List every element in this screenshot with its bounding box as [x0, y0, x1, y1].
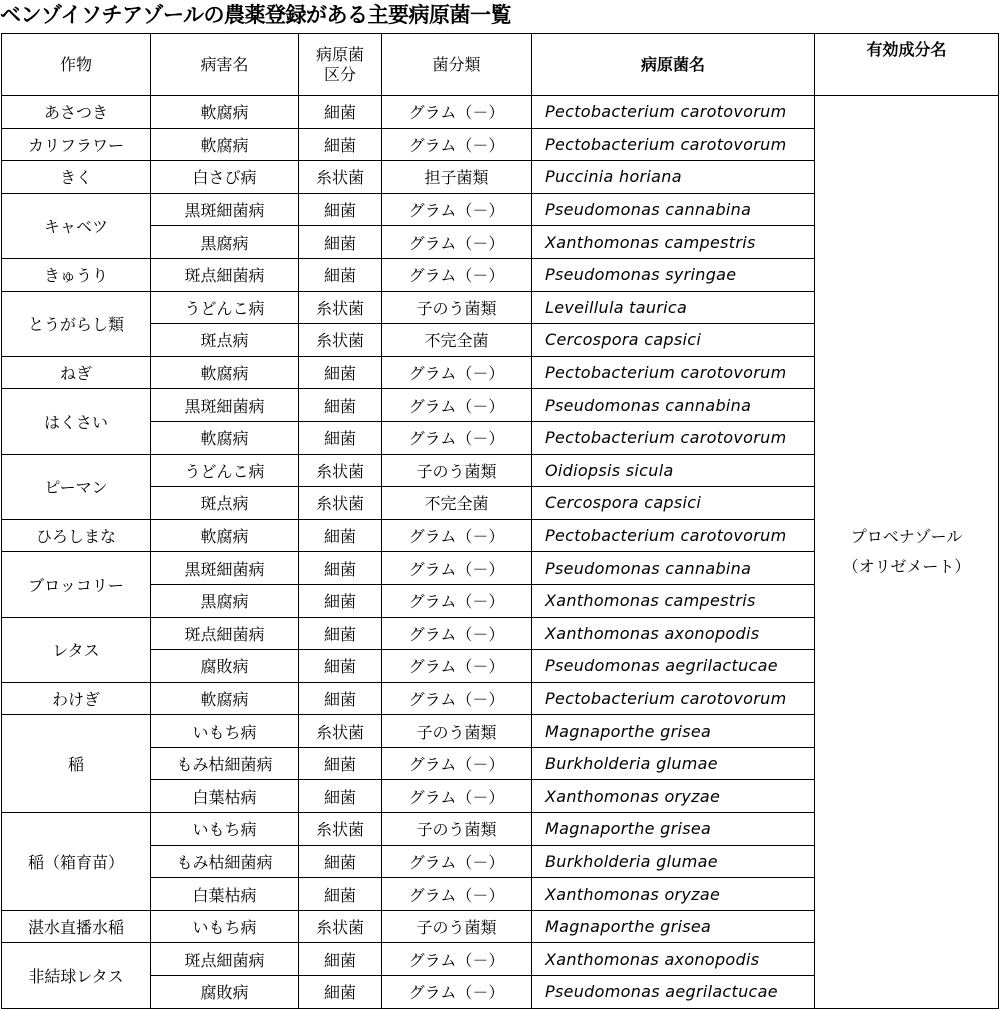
- classification-cell: グラム（－）: [382, 226, 532, 259]
- category-cell: 細菌: [299, 650, 382, 683]
- disease-cell: うどんこ病: [151, 454, 299, 487]
- disease-cell: 軟腐病: [151, 96, 299, 129]
- category-cell: 細菌: [299, 845, 382, 878]
- disease-cell: いもち病: [151, 910, 299, 943]
- crop-cell: カリフラワー: [2, 128, 151, 161]
- pathogen-cell: Pectobacterium carotovorum: [532, 128, 815, 161]
- classification-cell: グラム（－）: [382, 650, 532, 683]
- header-category-line2: 区分: [323, 64, 356, 84]
- pathogen-cell: Burkholderia glumae: [532, 845, 815, 878]
- category-cell: 糸状菌: [299, 715, 382, 748]
- category-cell: 細菌: [299, 193, 382, 226]
- category-cell: 細菌: [299, 96, 382, 129]
- classification-cell: 子のう菌類: [382, 291, 532, 324]
- classification-cell: グラム（－）: [382, 617, 532, 650]
- category-cell: 細菌: [299, 878, 382, 911]
- pathogen-cell: Oidiopsis sicula: [532, 454, 815, 487]
- crop-cell: 稲（箱育苗）: [2, 813, 151, 911]
- disease-cell: いもち病: [151, 813, 299, 846]
- classification-cell: 不完全菌: [382, 324, 532, 357]
- pathogen-cell: Pseudomonas cannabina: [532, 552, 815, 585]
- category-cell: 細菌: [299, 682, 382, 715]
- classification-cell: グラム（－）: [382, 584, 532, 617]
- header-disease: 病害名: [151, 34, 299, 96]
- crop-cell: ひろしまな: [2, 519, 151, 552]
- classification-cell: グラム（－）: [382, 943, 532, 976]
- crop-cell: レタス: [2, 617, 151, 682]
- category-cell: 糸状菌: [299, 291, 382, 324]
- pathogen-cell: Xanthomonas oryzae: [532, 878, 815, 911]
- classification-cell: グラム（－）: [382, 552, 532, 585]
- disease-cell: 軟腐病: [151, 356, 299, 389]
- disease-cell: 斑点細菌病: [151, 617, 299, 650]
- category-cell: 細菌: [299, 584, 382, 617]
- disease-cell: 斑点病: [151, 487, 299, 520]
- disease-cell: 黒腐病: [151, 226, 299, 259]
- page-title: ベンゾイソチアゾールの農薬登録がある主要病原菌一覧: [0, 3, 512, 27]
- classification-cell: グラム（－）: [382, 389, 532, 422]
- pathogen-cell: Burkholderia glumae: [532, 747, 815, 780]
- pathogen-cell: Cercospora capsici: [532, 487, 815, 520]
- crop-cell: ピーマン: [2, 454, 151, 519]
- crop-cell: 稲: [2, 715, 151, 813]
- category-cell: 細菌: [299, 617, 382, 650]
- ingredient-cell: [815, 96, 999, 1009]
- header-category-line1: 病原菌: [315, 44, 364, 64]
- classification-cell: グラム（－）: [382, 128, 532, 161]
- disease-cell: 白さび病: [151, 161, 299, 194]
- disease-cell: 軟腐病: [151, 519, 299, 552]
- crop-cell: わけぎ: [2, 682, 151, 715]
- disease-cell: うどんこ病: [151, 291, 299, 324]
- ingredient-line2: （オリゼメート）: [842, 556, 971, 576]
- header-ingredient: 有効成分名: [815, 34, 999, 96]
- pathogen-cell: Xanthomonas axonopodis: [532, 943, 815, 976]
- category-cell: 糸状菌: [299, 813, 382, 846]
- crop-cell: きゅうり: [2, 258, 151, 291]
- disease-cell: 黒斑細菌病: [151, 552, 299, 585]
- category-cell: 細菌: [299, 519, 382, 552]
- classification-cell: グラム（－）: [382, 519, 532, 552]
- disease-cell: 黒斑細菌病: [151, 193, 299, 226]
- pathogen-cell: Pectobacterium carotovorum: [532, 96, 815, 129]
- category-cell: 細菌: [299, 421, 382, 454]
- pathogen-cell: Pectobacterium carotovorum: [532, 682, 815, 715]
- category-cell: 細菌: [299, 389, 382, 422]
- classification-cell: グラム（－）: [382, 258, 532, 291]
- pathogen-cell: Cercospora capsici: [532, 324, 815, 357]
- pathogen-cell: Pectobacterium carotovorum: [532, 421, 815, 454]
- pathogen-cell: Xanthomonas oryzae: [532, 780, 815, 813]
- pathogen-cell: Magnaporthe grisea: [532, 910, 815, 943]
- classification-cell: 子のう菌類: [382, 910, 532, 943]
- classification-cell: 子のう菌類: [382, 813, 532, 846]
- pathogen-cell: Xanthomonas campestris: [532, 226, 815, 259]
- disease-cell: 黒斑細菌病: [151, 389, 299, 422]
- crop-cell: 湛水直播水稲: [2, 910, 151, 943]
- category-cell: 糸状菌: [299, 324, 382, 357]
- category-cell: 細菌: [299, 780, 382, 813]
- category-cell: 細菌: [299, 943, 382, 976]
- category-cell: 細菌: [299, 747, 382, 780]
- crop-cell: はくさい: [2, 389, 151, 454]
- category-cell: 細菌: [299, 258, 382, 291]
- header-crop: 作物: [2, 34, 151, 96]
- pathogen-cell: Pseudomonas syringae: [532, 258, 815, 291]
- disease-cell: 斑点病: [151, 324, 299, 357]
- category-cell: 細菌: [299, 552, 382, 585]
- pathogen-cell: Leveillula taurica: [532, 291, 815, 324]
- classification-cell: グラム（－）: [382, 682, 532, 715]
- table-row: [2, 96, 999, 129]
- disease-cell: 腐敗病: [151, 650, 299, 683]
- pathogen-cell: Magnaporthe grisea: [532, 813, 815, 846]
- disease-cell: もみ枯細菌病: [151, 747, 299, 780]
- category-cell: 細菌: [299, 356, 382, 389]
- classification-cell: 不完全菌: [382, 487, 532, 520]
- pathogen-cell: Xanthomonas axonopodis: [532, 617, 815, 650]
- pathogen-table: [1, 33, 999, 1009]
- classification-cell: グラム（－）: [382, 780, 532, 813]
- disease-cell: 軟腐病: [151, 421, 299, 454]
- disease-cell: 白葉枯病: [151, 878, 299, 911]
- category-cell: 細菌: [299, 976, 382, 1009]
- crop-cell: きく: [2, 161, 151, 194]
- classification-cell: グラム（－）: [382, 193, 532, 226]
- disease-cell: 斑点細菌病: [151, 258, 299, 291]
- header-row: [2, 34, 999, 96]
- category-cell: 糸状菌: [299, 454, 382, 487]
- category-cell: 細菌: [299, 128, 382, 161]
- category-cell: 糸状菌: [299, 487, 382, 520]
- classification-cell: グラム（－）: [382, 878, 532, 911]
- header-pathogen: 病原菌名: [532, 34, 815, 96]
- pathogen-cell: Pectobacterium carotovorum: [532, 356, 815, 389]
- classification-cell: グラム（－）: [382, 356, 532, 389]
- category-cell: 糸状菌: [299, 910, 382, 943]
- classification-cell: グラム（－）: [382, 976, 532, 1009]
- pathogen-cell: Pectobacterium carotovorum: [532, 519, 815, 552]
- crop-cell: とうがらし類: [2, 291, 151, 356]
- pathogen-cell: Puccinia horiana: [532, 161, 815, 194]
- disease-cell: もみ枯細菌病: [151, 845, 299, 878]
- disease-cell: 軟腐病: [151, 128, 299, 161]
- classification-cell: グラム（－）: [382, 96, 532, 129]
- pathogen-cell: Pseudomonas aegrilactucae: [532, 650, 815, 683]
- classification-cell: 子のう菌類: [382, 715, 532, 748]
- classification-cell: グラム（－）: [382, 421, 532, 454]
- pathogen-cell: Pseudomonas cannabina: [532, 389, 815, 422]
- category-cell: 細菌: [299, 226, 382, 259]
- disease-cell: 白葉枯病: [151, 780, 299, 813]
- disease-cell: いもち病: [151, 715, 299, 748]
- crop-cell: キャベツ: [2, 193, 151, 258]
- category-cell: 糸状菌: [299, 161, 382, 194]
- classification-cell: 担子菌類: [382, 161, 532, 194]
- header-classification: 菌分類: [382, 34, 532, 96]
- classification-cell: グラム（－）: [382, 747, 532, 780]
- pathogen-cell: Magnaporthe grisea: [532, 715, 815, 748]
- disease-cell: 斑点細菌病: [151, 943, 299, 976]
- disease-cell: 腐敗病: [151, 976, 299, 1009]
- disease-cell: 黒腐病: [151, 584, 299, 617]
- crop-cell: あさつき: [2, 96, 151, 129]
- crop-cell: 非結球レタス: [2, 943, 151, 1008]
- crop-cell: ブロッコリー: [2, 552, 151, 617]
- pathogen-cell: Pseudomonas aegrilactucae: [532, 976, 815, 1009]
- pathogen-cell: Xanthomonas campestris: [532, 584, 815, 617]
- pathogen-cell: Pseudomonas cannabina: [532, 193, 815, 226]
- crop-cell: ねぎ: [2, 356, 151, 389]
- classification-cell: 子のう菌類: [382, 454, 532, 487]
- classification-cell: グラム（－）: [382, 845, 532, 878]
- disease-cell: 軟腐病: [151, 682, 299, 715]
- ingredient-line1: プロベナゾール: [850, 526, 963, 546]
- header-category: [299, 34, 382, 96]
- table-body: [2, 96, 999, 1009]
